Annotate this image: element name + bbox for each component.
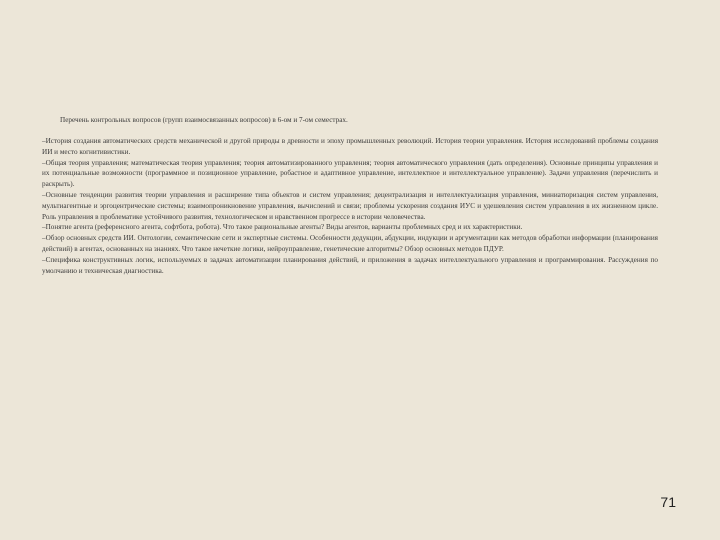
list-item: –Общая теория управления; математическая теория управления; теория автоматизированного управления; теория автоматического управления (дать определения). Основные принципы управления и их потенциальные возможности (программное и позиционное управление, робастное и адаптивное управление, интеллектное и интеллектуальное управление). Задачи управления (перечислить и раскрыть). [42, 158, 658, 189]
page-number: 71 [660, 494, 676, 510]
list-item: –Обзор основных средств ИИ. Онтологии, семантические сети и экспертные системы. Особенности дедукции, абдукции, индукции и аргументации как методов обработки информации (планирования действий) в агентах, основанных на знаниях. Что такое нечеткие логики, нейроуправление, генетические алгоритмы? Обзор основных методов ПДУР. [42, 234, 658, 253]
slide-heading: Перечень контрольных вопросов (групп взаимосвязанных вопросов) в 6-ом и 7-ом семестрах. [60, 116, 348, 124]
list-item: –Основные тенденции развития теории управления и расширение типа объектов и систем управления; децентрализация и интеллектуализация управления, миниатюризация систем управления, мультиагентные и эргоцентрические системы; взаимопроникновение управления, вычислений и связи; проблемы ускорения создания ИУС и удешевления систем управления в их жизненном цикле. Роль управления в проблематике устойчивого развития, технологическом и нравственном прогрессе в истории человечества. [42, 190, 658, 221]
question-list [42, 136, 658, 276]
list-item: –Специфика конструктивных логик, используемых в задачах автоматизации планирования действий, и приложения в задачах интеллектуального управления и программирования. Рассуждения по умолчанию и техническая диагностика. [42, 255, 658, 275]
list-item: –История создания автоматических средств механической и другой природы в древности и эпоху промышленных революций. История теории управления. История исследований проблемы создания ИИ и место когнитивистики. [42, 137, 658, 156]
list-item: –Понятие агента (референсного агента, софтбота, робота). Что такое рациональные агенты? Виды агентов, варианты проблемных сред и их характеристики. [42, 223, 523, 232]
